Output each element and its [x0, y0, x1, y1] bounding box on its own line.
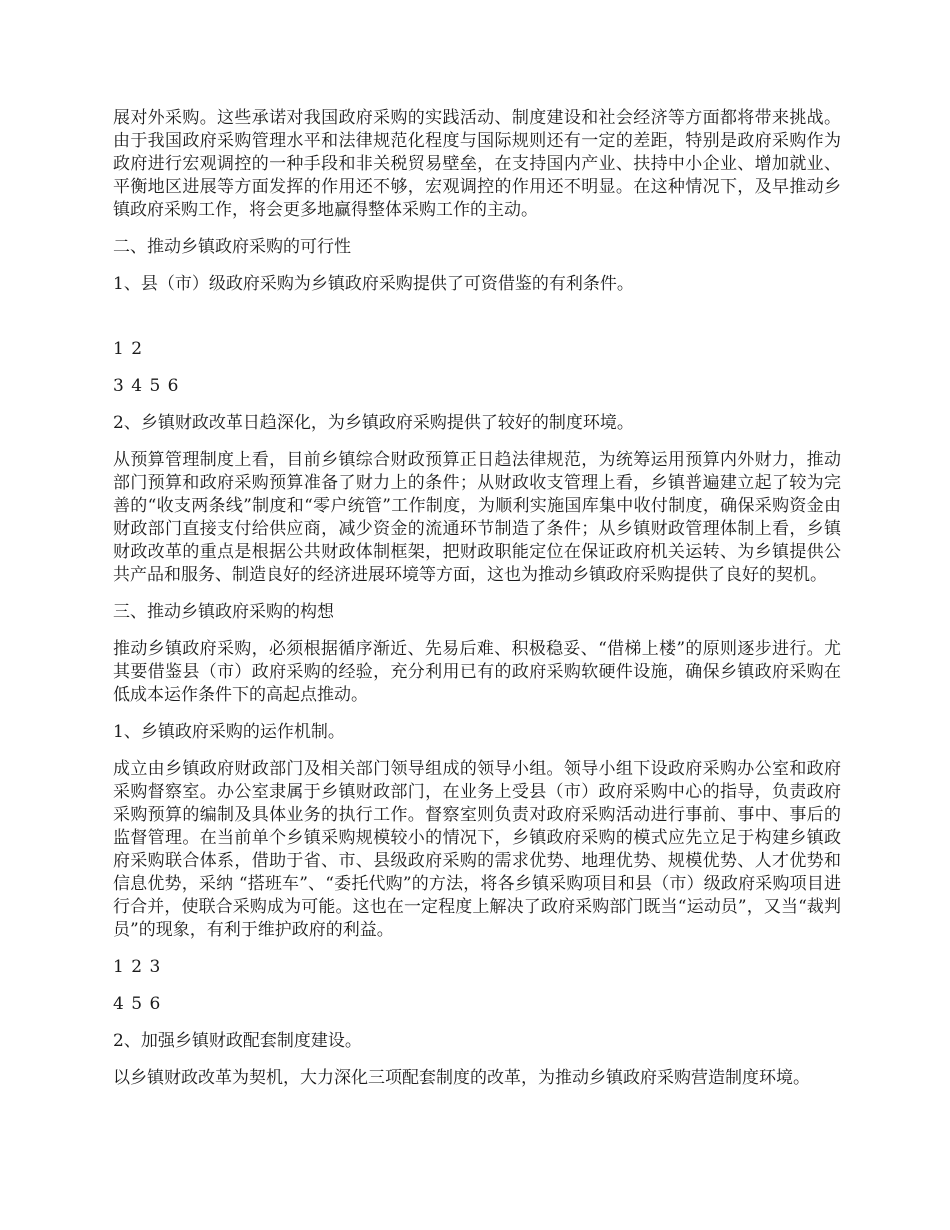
number-line: 1 2 — [113, 339, 144, 359]
number-line: 1 2 3 — [113, 957, 162, 977]
subheading-supporting-systems: 2、加强乡镇财政配套制度建设。 — [113, 1031, 362, 1051]
document-page — [113, 107, 841, 1104]
paragraph-intro: 展对外采购。这些承诺对我国政府采购的实践活动、制度建设和社会经济等方面都将带来挑战。由于我国政府采购管理水平和法律规范化程度与国际规则还有一定的差距，特别是政府采购作为政府进行宏观调控的一种手段和非关税贸易壁垒，在支持国内产业、扶持中小企业、增加就业、平衡地区进展等方面发挥的作用还不够，宏观调控的作用还不明显。在这种情况下，及早推动乡镇政府采购工作，将会更多地赢得整体采购工作的主动。 — [113, 108, 841, 220]
spacer — [113, 310, 841, 338]
paragraph-reform-opportunity: 以乡镇财政改革为契机，大力深化三项配套制度的改革，为推动乡镇政府采购营造制度环境。 — [113, 1068, 810, 1088]
section-heading-feasibility: 二、推动乡镇政府采购的可行性 — [113, 237, 351, 257]
subheading-operation-mechanism: 1、乡镇政府采购的运作机制。 — [113, 722, 345, 742]
subheading-finance-reform: 2、乡镇财政改革日趋深化，为乡镇政府采购提供了较好的制度环境。 — [113, 413, 634, 433]
paragraph-budget-management: 从预算管理制度上看，目前乡镇综合财政预算正日趋法律规范，为统筹运用预算内外财力，推动部门预算和政府采购预算准备了财力上的条件；从财政收支管理上看，乡镇普遍建立起了较为完善的“收支两条线”制度和“零户统管”工作制度，为顺利实施国库集中收付制度，确保采购资金由财政部门直接支付给供应商，减少资金的流通环节制造了条件；从乡镇财政管理体制上看，乡镇财政改革的重点是根据公共财政体制框架，把财政职能定位在保证政府机关运转、为乡镇提供公共产品和服务、制造良好的经济进展环境等方面，这也为推动乡镇政府采购提供了良好的契机。 — [113, 450, 841, 585]
paragraph-principles: 推动乡镇政府采购，必须根据循序渐近、先易后难、积极稳妥、“借梯上楼”的原则逐步进行。尤其要借鉴县（市）政府采购的经验，充分利用已有的政府采购软硬件设施，确保乡镇政府采购在低成本运作条件下的高起点推动。 — [113, 639, 841, 705]
number-line: 3 4 5 6 — [113, 376, 180, 396]
subheading-county-procurement: 1、县（市）级政府采购为乡镇政府采购提供了可资借鉴的有利条件。 — [113, 274, 634, 294]
paragraph-leadership-group: 成立由乡镇政府财政部门及相关部门领导组成的领导小组。领导小组下设政府采购办公室和政府采购督察室。办公室隶属于乡镇财政部门，在业务上受县（市）政府采购中心的指导，负责政府采购预算的编制及具体业务的执行工作。督察室则负责对政府采购活动进行事前、事中、事后的监督管理。在当前单个乡镇采购规模较小的情况下，乡镇政府采购的模式应先立足于构建乡镇政府采购联合体系，借助于省、市、县级政府采购的需求优势、地理优势、规模优势、人才优势和信息优势，采纳 “搭班车”、“委托代购”的方法，将各乡镇采购项目和县（市）级政府采购项目进行合并，使联合采购成为可能。这也在一定程度上解决了政府采购部门既当“运动员”，又当“裁判员”的现象，有利于维护政府的利益。 — [113, 759, 841, 940]
number-line: 4 5 6 — [113, 994, 162, 1014]
section-heading-concept: 三、推动乡镇政府采购的构想 — [113, 602, 334, 622]
